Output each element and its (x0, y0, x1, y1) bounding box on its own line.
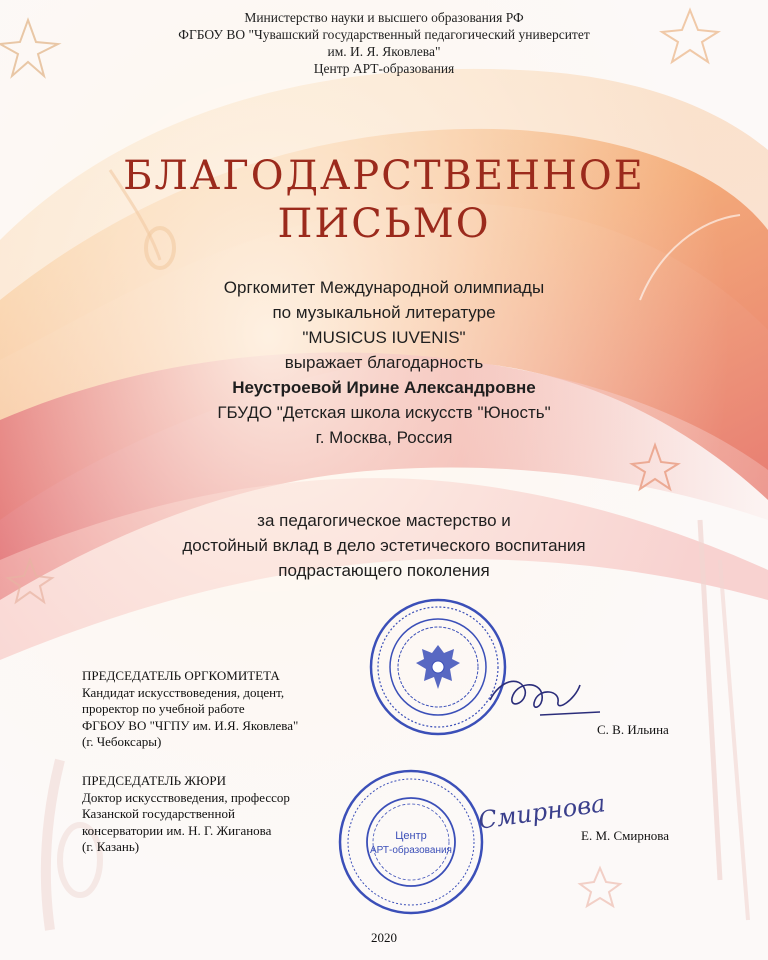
signatory-1-role: ПРЕДСЕДАТЕЛЬ ОРГКОМИТЕТА (82, 668, 280, 683)
issuer-header (0, 9, 768, 77)
signatory-2-position: Казанской государственной (82, 806, 235, 821)
signature-2: Смирнова (476, 789, 607, 835)
certificate-title (0, 152, 768, 248)
signatory-1-organization: ФГБОУ ВО "ЧГПУ им. И.Я. Яковлева" (82, 717, 299, 733)
body-line-committee: Оргкомитет Международной олимпиады (223, 278, 545, 297)
signature-1 (480, 660, 610, 730)
recipient-school: ГБУДО "Детская школа искусств "Юность" (217, 403, 551, 422)
signatory-2-city: (г. Казань) (82, 839, 140, 854)
header-line-university-name: им. И. Я. Яковлева" (327, 44, 441, 59)
reason-line-3: подрастающего поколения (278, 561, 490, 580)
certificate-body (0, 275, 768, 450)
certificate-reason (0, 508, 768, 583)
stamp-center-line-2: АРТ-образования (370, 845, 452, 856)
signatory-block-2 (82, 773, 290, 856)
signatory-2-name: Е. М. Смирнова (581, 828, 670, 843)
certificate-year: 2020 (371, 930, 397, 945)
body-line-gratitude: выражает благодарность (284, 353, 484, 372)
title-line-1: БЛАГОДАРСТВЕННОЕ (123, 153, 645, 199)
stamp-center-line-1: Центр (395, 830, 427, 842)
signatory-1-name: С. В. Ильина (597, 722, 669, 737)
signatory-2-role: ПРЕДСЕДАТЕЛЬ ЖЮРИ (82, 773, 227, 788)
title-line-2: ПИСЬМО (277, 201, 491, 247)
recipient-name: Неустроевой Ирине Александровне (232, 378, 536, 397)
signatory-2-organization: консерватории им. Н. Г. Жиганова (82, 822, 272, 838)
body-line-olympiad-name: "MUSICUS IUVENIS" (302, 328, 466, 347)
recipient-city: г. Москва, Россия (315, 428, 453, 447)
signatory-1-degree: Кандидат искусствоведения, доцент, (82, 684, 285, 700)
art-center-stamp (336, 767, 486, 917)
signatory-2-degree: Доктор искусствоведения, профессор (82, 789, 290, 805)
header-line-center: Центр АРТ-образования (313, 61, 455, 76)
header-line-university: ФГБОУ ВО "Чувашский государственный педагогический университет (178, 27, 590, 42)
reason-line-1: за педагогическое мастерство и (257, 511, 511, 530)
signatory-1-city: (г. Чебоксары) (82, 734, 162, 749)
header-line-ministry: Министерство науки и высшего образования РФ (244, 10, 524, 25)
signatory-block-1 (82, 668, 298, 751)
body-line-subject: по музыкальной литературе (272, 303, 496, 322)
signatory-1-position: проректор по учебной работе (82, 701, 245, 716)
reason-line-2: достойный вклад в дело эстетического воспитания (182, 536, 586, 555)
